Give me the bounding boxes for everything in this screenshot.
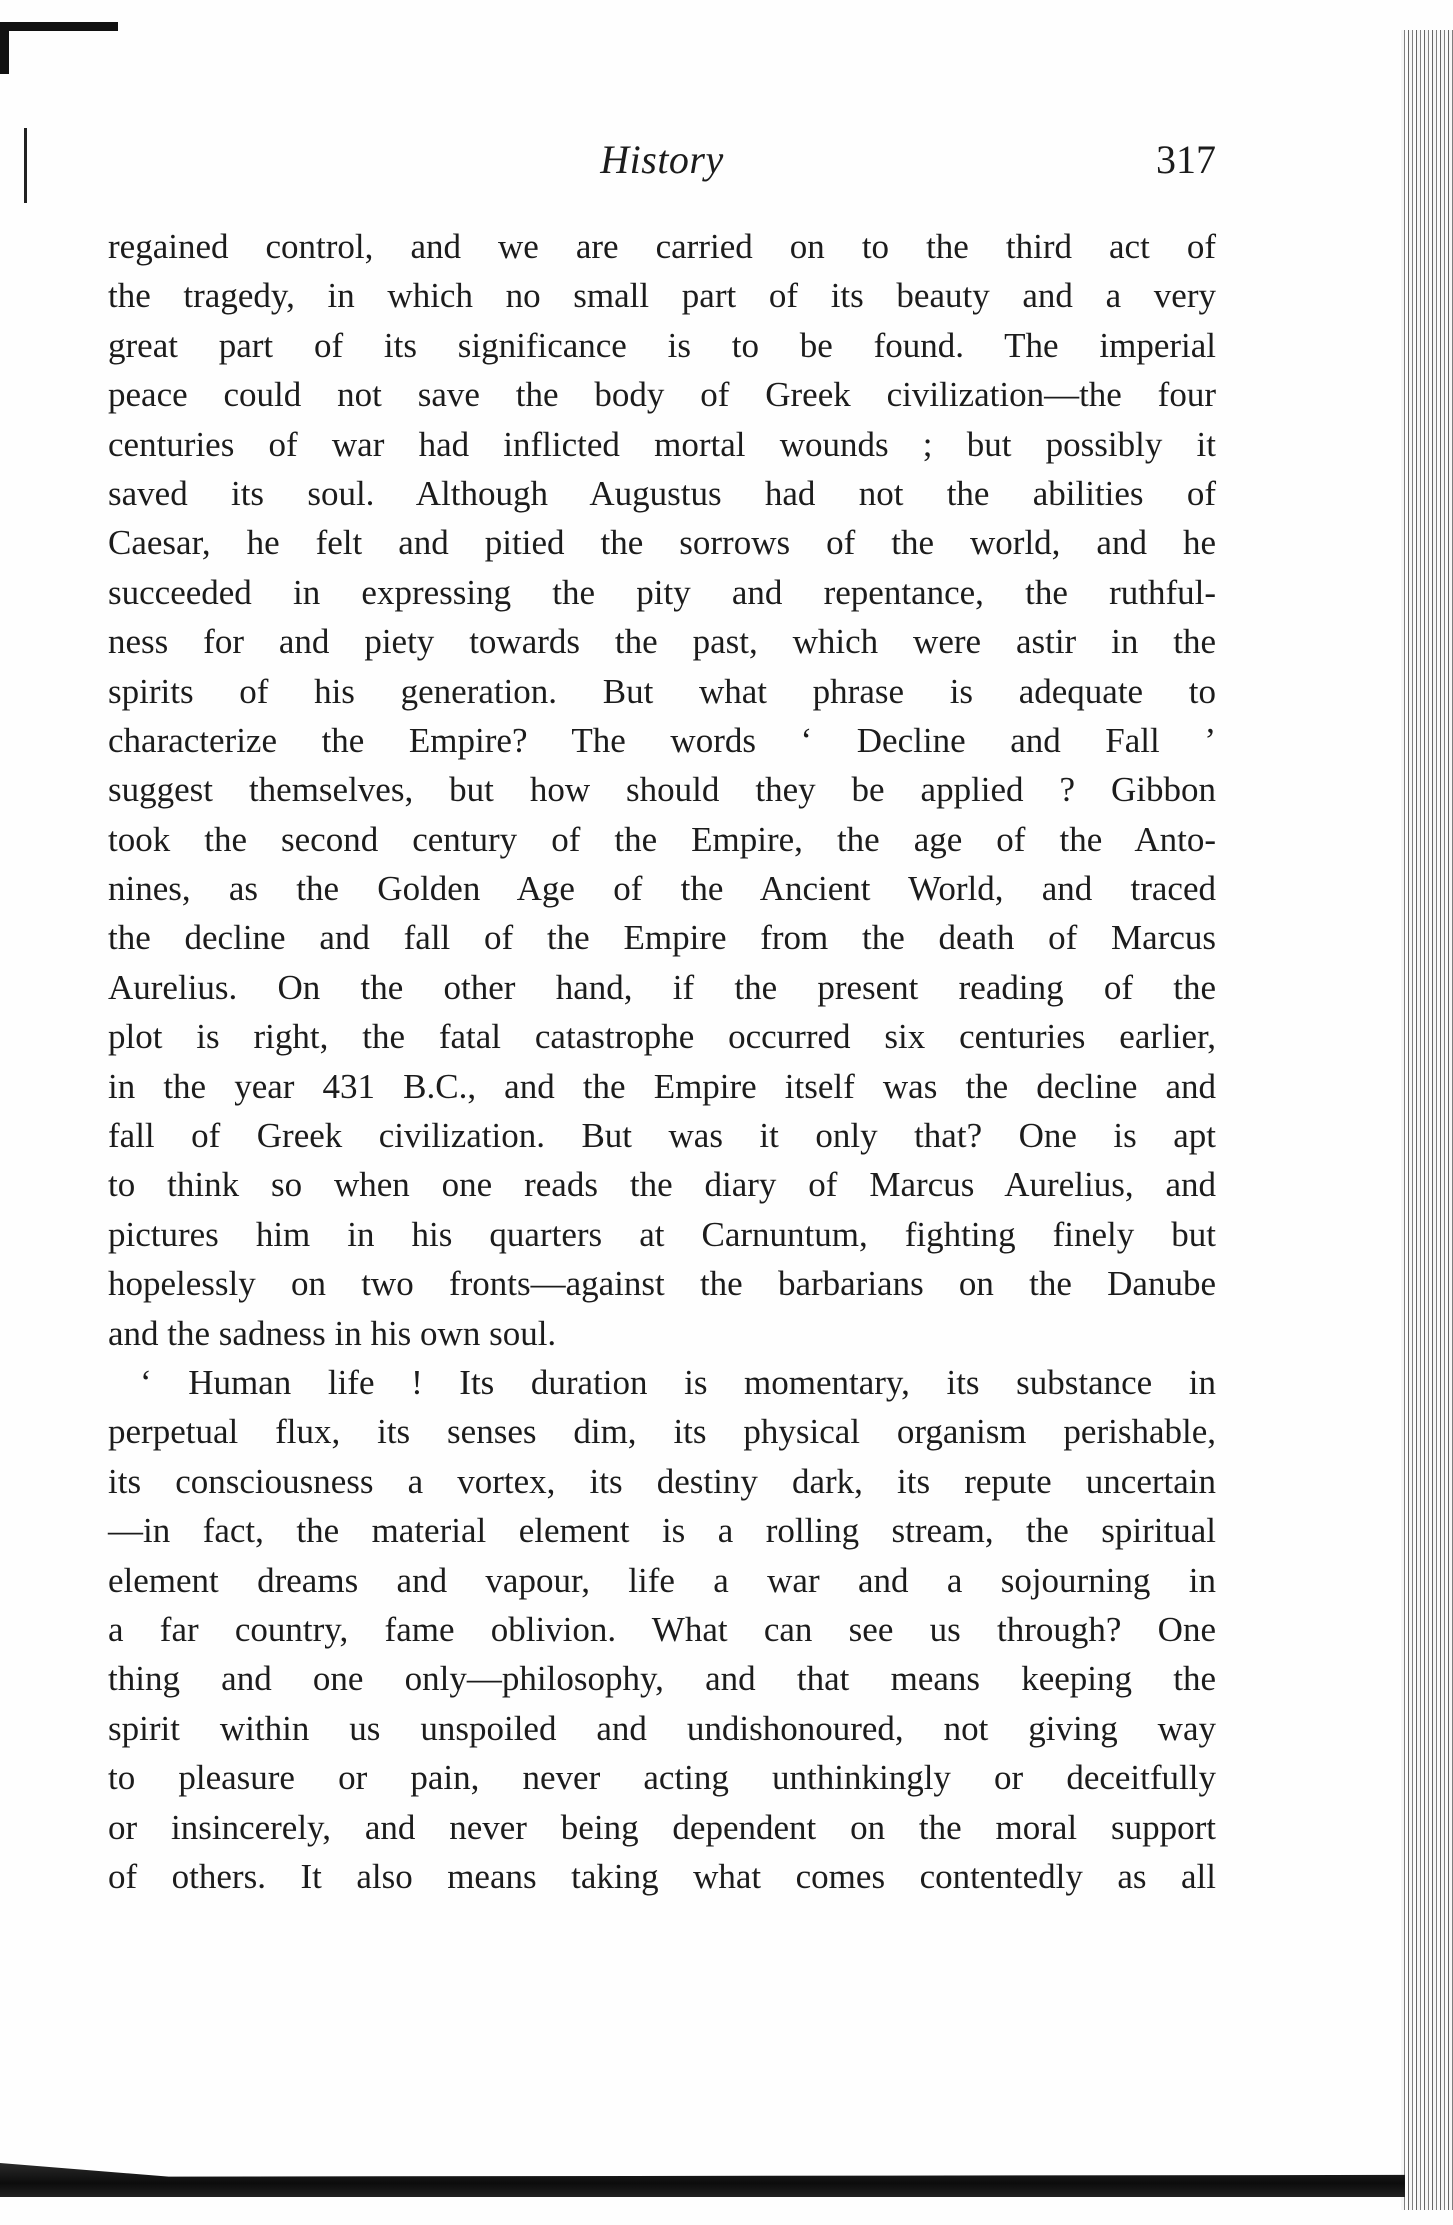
text-line: great part of its significance is to be found. The imperial <box>108 325 1216 365</box>
text-line: took the second century of the Empire, the age of the Anto- <box>108 819 1216 859</box>
text-line: succeeded in expressing the pity and repentance, the ruthful- <box>108 572 1216 612</box>
text-line: nines, as the Golden Age of the Ancient World, and traced <box>108 869 1216 909</box>
scan-margin-mark <box>24 128 27 203</box>
text-line: pictures him in his quarters at Carnuntum, fighting finely but <box>108 1214 1216 1254</box>
text-line: peace could not save the body of Greek civilization—the four <box>108 375 1216 415</box>
text-line: characterize the Empire? The words ‘ Decline and Fall ’ <box>108 720 1216 760</box>
running-head <box>108 136 1216 186</box>
text-line: of others. It also means taking what comes contentedly as all <box>108 1856 1216 1896</box>
text-line: Caesar, he felt and pitied the sorrows of the world, and he <box>108 523 1216 563</box>
text-line: ‘ Human life ! Its duration is momentary, its substance in <box>140 1362 1216 1402</box>
text-line: thing and one only—philosophy, and that means keeping the <box>108 1659 1216 1699</box>
paragraph-2 <box>108 1358 1216 1901</box>
text-line: to think so when one reads the diary of Marcus Aurelius, and <box>108 1165 1216 1205</box>
body-text <box>108 222 1216 1901</box>
text-line: plot is right, the fatal catastrophe occurred six centuries earlier, <box>108 1017 1216 1057</box>
text-line: to pleasure or pain, never acting unthinkingly or deceitfully <box>108 1758 1216 1798</box>
scan-corner-mark <box>0 22 118 31</box>
scan-bottom-edge <box>0 2163 1405 2197</box>
text-line: element dreams and vapour, life a war and a sojourning in <box>108 1560 1216 1600</box>
text-line: fall of Greek civilization. But was it only that? One is apt <box>108 1116 1216 1156</box>
text-line: or insincerely, and never being dependent on the moral support <box>108 1807 1216 1847</box>
text-line: hopelessly on two fronts—against the barbarians on the Danube <box>108 1264 1216 1304</box>
text-line: spirits of his generation. But what phrase is adequate to <box>108 671 1216 711</box>
running-title: History <box>600 137 724 182</box>
text-line: regained control, and we are carried on to the third act of <box>108 227 1216 266</box>
text-line: a far country, fame oblivion. What can see us through? One <box>108 1609 1216 1649</box>
text-line: —in fact, the material element is a rolling stream, the spiritual <box>108 1511 1216 1551</box>
text-line: suggest themselves, but how should they be applied ? Gibbon <box>108 770 1216 810</box>
text-line: perpetual flux, its senses dim, its physical organism perishable, <box>108 1412 1216 1452</box>
text-line: and the sadness in his own soul. <box>108 1313 557 1353</box>
text-line: ness for and piety towards the past, which were astir in the <box>108 622 1216 662</box>
text-line: the decline and fall of the Empire from the death of Marcus <box>108 918 1216 958</box>
scan-corner-mark-vertical <box>0 22 9 74</box>
page-number: 317 <box>1156 137 1216 182</box>
text-line: its consciousness a vortex, its destiny dark, its repute uncertain <box>108 1461 1216 1501</box>
text-line: in the year 431 B.C., and the Empire itself was the decline and <box>108 1066 1216 1106</box>
text-line: saved its soul. Although Augustus had not the abilities of <box>108 473 1216 513</box>
paragraph-1 <box>108 222 1216 1358</box>
scan-binding-edge <box>1401 30 1453 2210</box>
text-line: the tragedy, in which no small part of its beauty and a very <box>108 276 1216 316</box>
text-line: spirit within us unspoiled and undishonoured, not giving way <box>108 1708 1216 1748</box>
text-line: centuries of war had inflicted mortal wounds ; but possibly it <box>108 424 1216 464</box>
text-line: Aurelius. On the other hand, if the present reading of the <box>108 967 1216 1007</box>
